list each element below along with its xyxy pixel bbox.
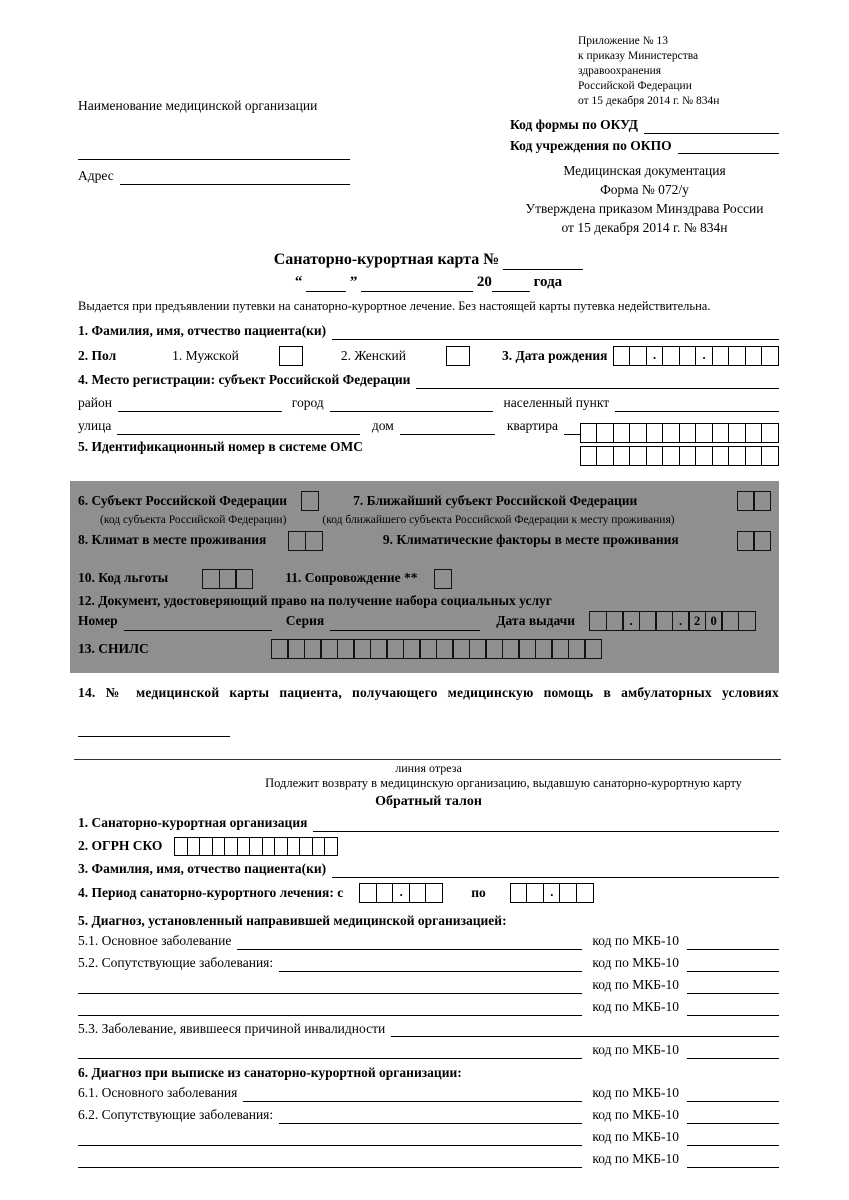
box-cell[interactable] <box>745 346 763 366</box>
female-checkbox[interactable] <box>446 346 470 366</box>
box-cell[interactable] <box>646 446 664 466</box>
icd-code-field[interactable] <box>687 1109 779 1124</box>
box-cell[interactable] <box>337 639 355 659</box>
box-cell[interactable] <box>301 491 319 511</box>
doc-info-line: Медицинская документация <box>563 163 726 179</box>
day-field[interactable] <box>306 277 346 292</box>
field11-label: 11. Сопровождение ** <box>285 570 418 586</box>
doc-info-line: Утверждена приказом Минздрава России <box>525 201 764 217</box>
year-prefix: 20 <box>476 274 492 290</box>
box-cell[interactable] <box>469 639 487 659</box>
field8-label: 8. Климат в месте проживания <box>78 532 267 548</box>
icd-label: код по МКБ-10 <box>592 1107 679 1122</box>
icd-label: код по МКБ-10 <box>592 1042 679 1058</box>
box-cell[interactable] <box>288 531 306 551</box>
district-label: район <box>78 395 112 411</box>
icd-code-field[interactable] <box>687 1153 779 1168</box>
stub-patient-name-field[interactable] <box>332 863 779 878</box>
settlement-field[interactable] <box>615 397 779 412</box>
street-field[interactable] <box>117 420 360 435</box>
box-cell[interactable] <box>518 639 536 659</box>
box-cell[interactable] <box>320 639 338 659</box>
box-cell[interactable] <box>526 883 544 903</box>
icd-code-field[interactable] <box>687 1001 779 1016</box>
disability-disease-field[interactable] <box>391 1022 779 1037</box>
street-label: улица <box>78 418 112 433</box>
appendix-line: Российской Федерации <box>578 79 692 92</box>
stub5-3-label: 5.3. Заболевание, явившееся причиной инвалидности <box>78 1020 386 1036</box>
doc-info-block <box>510 162 779 238</box>
stub5-2-label: 5.2. Сопутствующие заболевания: <box>78 954 274 970</box>
address-label: Адрес <box>78 167 114 183</box>
box-cell[interactable] <box>202 569 220 589</box>
ambulatory-card-number-field[interactable] <box>78 722 230 737</box>
ogrn-boxes[interactable] <box>174 837 338 856</box>
box-cell[interactable] <box>452 639 470 659</box>
main-disease-field[interactable] <box>237 935 582 950</box>
box-cell[interactable] <box>502 639 520 659</box>
field1-label: 1. Фамилия, имя, отчество пациента(ки) <box>78 323 327 339</box>
box-cell[interactable] <box>568 639 586 659</box>
stub6-1-label: 6.1. Основного заболевания <box>78 1085 238 1101</box>
icd-code-field[interactable] <box>687 979 779 994</box>
box-cell[interactable] <box>589 611 607 631</box>
box-cell[interactable] <box>745 446 763 466</box>
box-cell[interactable] <box>695 423 713 443</box>
male-checkbox[interactable] <box>279 346 303 366</box>
icd-label: код по МКБ-10 <box>592 976 679 992</box>
box-cell[interactable] <box>737 491 755 511</box>
box-cell[interactable] <box>510 883 528 903</box>
box-cell[interactable] <box>596 446 614 466</box>
box-cell[interactable]: . <box>646 346 664 366</box>
period-from-boxes[interactable] <box>359 883 443 903</box>
box-cell[interactable] <box>629 346 647 366</box>
box-cell[interactable] <box>712 346 730 366</box>
box-cell[interactable] <box>596 423 614 443</box>
field6-caption: (код субъекта Российской Федерации) <box>100 514 287 527</box>
box-cell[interactable] <box>761 346 779 366</box>
header-right <box>510 34 779 238</box>
box-cell[interactable] <box>370 639 388 659</box>
org-name-field[interactable] <box>78 145 350 160</box>
box-cell[interactable] <box>580 423 598 443</box>
box-cell[interactable] <box>613 423 631 443</box>
appendix-line: от 15 декабря 2014 г. № 834н <box>578 94 720 107</box>
box-cell[interactable] <box>353 639 371 659</box>
district-field[interactable] <box>118 397 282 412</box>
box-cell[interactable] <box>679 446 697 466</box>
box-cell[interactable] <box>580 446 598 466</box>
box-cell[interactable] <box>721 611 739 631</box>
doc-number-field[interactable] <box>124 616 272 631</box>
issue-date-boxes[interactable] <box>589 611 756 631</box>
appendix-line: Приложение № 13 <box>578 35 668 47</box>
benefits-panel <box>70 481 779 673</box>
box-cell[interactable] <box>376 883 394 903</box>
box-cell[interactable] <box>219 569 237 589</box>
org-name-label: Наименование медицинской организации <box>78 98 318 113</box>
box-cell[interactable] <box>629 423 647 443</box>
box-cell[interactable] <box>235 569 253 589</box>
box-cell[interactable] <box>655 611 673 631</box>
box-cell[interactable] <box>745 423 763 443</box>
discharge-concomitant-field[interactable] <box>78 1153 582 1168</box>
field10-label: 10. Код льготы <box>78 570 169 586</box>
box-cell[interactable] <box>753 531 771 551</box>
appendix-note <box>510 34 779 109</box>
doc-series-field[interactable] <box>330 616 480 631</box>
patient-name-field[interactable] <box>332 325 779 340</box>
icd-code-field[interactable] <box>687 1131 779 1146</box>
box-cell[interactable] <box>712 446 730 466</box>
city-field[interactable] <box>330 397 494 412</box>
field7-code-boxes[interactable] <box>737 491 772 511</box>
box-cell[interactable] <box>613 346 631 366</box>
house-label: дом <box>371 418 394 433</box>
okpo-label: Код учреждения по ОКПО <box>510 137 672 153</box>
box-cell[interactable] <box>646 423 664 443</box>
stub5-heading: 5. Диагноз, установленный направившей медицинской организацией: <box>78 913 507 929</box>
doc-number-label: Номер <box>78 612 118 628</box>
stub6-2-label: 6.2. Сопутствующие заболевания: <box>78 1107 274 1122</box>
box-cell[interactable] <box>662 346 680 366</box>
stub1-label: 1. Санаторно-курортная организация <box>78 815 308 831</box>
box-cell[interactable] <box>287 639 305 659</box>
city-label: город <box>291 395 324 411</box>
box-cell[interactable]: . <box>392 883 410 903</box>
return-note: Подлежит возврату в медицинскую организацию, выдавшую санаторно-курортную карту <box>265 776 742 791</box>
box-cell[interactable]: . <box>622 611 640 631</box>
box-cell[interactable] <box>584 639 602 659</box>
concomitant-disease-field[interactable] <box>279 957 582 972</box>
box-cell[interactable] <box>271 639 289 659</box>
stub3-label: 3. Фамилия, имя, отчество пациента(ки) <box>78 861 327 877</box>
box-cell[interactable]: 2 <box>688 611 706 631</box>
house-field[interactable] <box>400 420 495 435</box>
field13-label: 13. СНИЛС <box>78 640 149 656</box>
box-cell[interactable] <box>304 639 322 659</box>
birth-date-boxes[interactable] <box>613 346 780 366</box>
icd-label: код по МКБ-10 <box>592 1128 679 1144</box>
cut-line <box>74 759 781 760</box>
month-field[interactable] <box>361 277 473 292</box>
box-cell[interactable] <box>419 639 437 659</box>
issue-date-label: Дата выдачи <box>496 612 576 628</box>
header <box>78 34 779 238</box>
field7-caption: (код ближайшего субъекта Российской Федерации к месту проживания) <box>322 514 675 527</box>
box-cell[interactable] <box>761 423 779 443</box>
icd-label: код по МКБ-10 <box>592 933 679 948</box>
icd-label: код по МКБ-10 <box>592 1085 679 1101</box>
box-cell[interactable] <box>559 883 577 903</box>
icd-label: код по МКБ-10 <box>592 954 679 970</box>
box-cell[interactable] <box>576 883 594 903</box>
settlement-label: населенный пункт <box>503 395 610 411</box>
box-cell[interactable] <box>679 423 697 443</box>
oms-number-grid[interactable] <box>580 423 780 471</box>
box-cell[interactable] <box>728 423 746 443</box>
discharge-concomitant-field[interactable] <box>279 1109 582 1124</box>
stub6-heading: 6. Диагноз при выписке из санаторно-курортной организации: <box>78 1065 462 1081</box>
box-cell[interactable] <box>761 446 779 466</box>
box-cell[interactable] <box>753 491 771 511</box>
header-left <box>78 34 510 238</box>
box-cell[interactable] <box>409 883 427 903</box>
box-cell[interactable] <box>728 346 746 366</box>
field8-code-boxes[interactable] <box>288 531 323 551</box>
box-cell[interactable] <box>403 639 421 659</box>
box-cell[interactable] <box>324 837 338 856</box>
okpo-field[interactable] <box>678 139 779 154</box>
box-cell[interactable] <box>695 446 713 466</box>
period-to-boxes[interactable] <box>510 883 594 903</box>
box-cell[interactable] <box>305 531 323 551</box>
box-cell[interactable] <box>425 883 443 903</box>
box-cell[interactable] <box>613 446 631 466</box>
concomitant-disease-field[interactable] <box>78 1001 582 1016</box>
validity-note: Выдается при предъявлении путевки на санаторно-курортное лечение. Без настоящей карты путевка недействительна. <box>78 298 711 313</box>
discharge-main-disease-field[interactable] <box>243 1087 582 1102</box>
open-quote: “ <box>294 274 303 290</box>
stub4-label: 4. Период санаторно-курортного лечения: с <box>78 884 344 900</box>
box-cell[interactable] <box>535 639 553 659</box>
box-cell[interactable] <box>434 569 452 589</box>
period-to-label: по <box>471 884 486 900</box>
box-cell[interactable] <box>728 446 746 466</box>
field3-label: 3. Дата рождения <box>501 347 608 363</box>
field6-label: 6. Субъект Российской Федерации <box>78 492 288 508</box>
appendix-line: к приказу Министерства здравоохранения <box>578 49 699 77</box>
box-cell[interactable]: 0 <box>705 611 723 631</box>
region-field[interactable] <box>416 374 779 389</box>
field7-label: 7. Ближайший субъект Российской Федерации <box>353 492 638 508</box>
icd-code-field[interactable] <box>687 935 779 950</box>
box-cell[interactable] <box>606 611 624 631</box>
box-cell[interactable] <box>485 639 503 659</box>
box-cell[interactable] <box>629 446 647 466</box>
box-cell[interactable] <box>551 639 569 659</box>
icd-code-field[interactable] <box>687 957 779 972</box>
disability-disease-field[interactable] <box>78 1044 582 1059</box>
stub2-label: 2. ОГРН СКО <box>78 838 163 854</box>
field4-label: 4. Место регистрации: субъект Российской Федерации <box>78 372 411 388</box>
doc-info-line: Форма № 072/у <box>600 182 689 198</box>
field11-code-boxes[interactable] <box>434 569 452 589</box>
box-cell[interactable]: . <box>695 346 713 366</box>
icd-label: код по МКБ-10 <box>592 998 679 1014</box>
field9-code-boxes[interactable] <box>737 531 772 551</box>
cut-line-label: линия отреза <box>395 761 462 776</box>
doc-series-label: Серия <box>285 612 325 628</box>
box-cell[interactable] <box>662 423 680 443</box>
oms-grid-row2[interactable] <box>580 446 780 466</box>
field9-label: 9. Климатические факторы в месте проживания <box>382 532 679 548</box>
box-cell[interactable] <box>639 611 657 631</box>
box-cell[interactable] <box>712 423 730 443</box>
card-number-field[interactable] <box>503 255 583 270</box>
icd-code-field[interactable] <box>687 1044 779 1059</box>
box-cell[interactable]: . <box>543 883 561 903</box>
doc-info-line: от 15 декабря 2014 г. № 834н <box>561 220 728 236</box>
box-cell[interactable] <box>662 446 680 466</box>
title-block <box>78 250 779 292</box>
box-cell[interactable] <box>386 639 404 659</box>
box-cell[interactable] <box>679 346 697 366</box>
okud-label: Код формы по ОКУД <box>510 116 638 132</box>
field12-label: 12. Документ, удостоверяющий право на получение набора социальных услуг <box>78 592 552 608</box>
field14-label: 14. № медицинской карты пациента, получающего медицинскую помощь в амбулаторных условиях <box>78 685 779 701</box>
field6-code-boxes[interactable] <box>301 491 319 511</box>
concomitant-disease-field[interactable] <box>78 979 582 994</box>
icd-label: код по МКБ-10 <box>592 1150 679 1166</box>
box-cell[interactable] <box>436 639 454 659</box>
box-cell[interactable]: . <box>672 611 690 631</box>
stub5-1-label: 5.1. Основное заболевание <box>78 933 232 948</box>
year-field[interactable] <box>492 277 530 292</box>
discharge-concomitant-field[interactable] <box>78 1131 582 1146</box>
stub-title: Обратный талон <box>375 793 482 809</box>
resort-org-field[interactable] <box>313 817 779 832</box>
field2-label: 2. Пол <box>78 347 117 363</box>
close-quote: ” <box>349 274 358 290</box>
female-option-label: 2. Женский <box>340 347 406 363</box>
year-suffix: года <box>533 274 563 290</box>
box-cell[interactable] <box>738 611 756 631</box>
icd-code-field[interactable] <box>687 1087 779 1102</box>
okud-field[interactable] <box>644 119 779 134</box>
address-field[interactable] <box>120 170 350 185</box>
apartment-label: квартира <box>506 418 558 433</box>
oms-grid-row1[interactable] <box>580 423 780 443</box>
field5-label: 5. Идентификационный номер в системе ОМС <box>78 438 363 454</box>
male-option-label: 1. Мужской <box>172 347 239 363</box>
snils-boxes[interactable] <box>271 639 603 659</box>
box-cell[interactable] <box>737 531 755 551</box>
box-cell[interactable] <box>359 883 377 903</box>
field10-code-boxes[interactable] <box>202 569 253 589</box>
form-title: Санаторно-курортная карта № <box>273 251 500 268</box>
